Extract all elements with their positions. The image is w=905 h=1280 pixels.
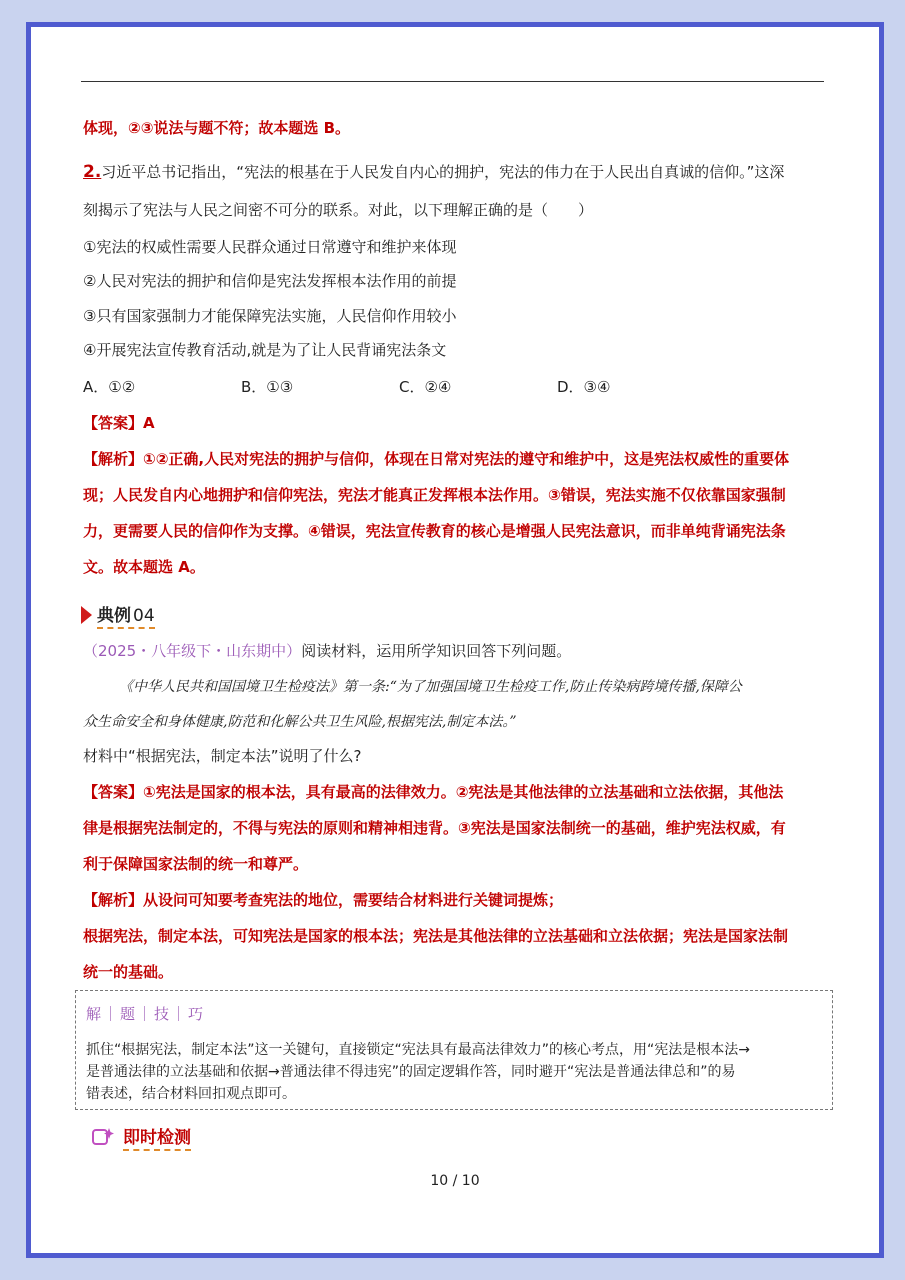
answer-label: 【答案】A (83, 414, 155, 432)
tips-line-1: 抓住“根据宪法，制定本法”这一关键句，直接锁定“宪法具有最高法律效力”的核心考点，用“宪法是根本法→ (86, 1042, 750, 1058)
page-frame (26, 22, 884, 1258)
analysis-line-3: 力，更需要人民的信仰作为支撑。④错误，宪法宣传教育的核心是增强人民宪法意识，而非单纯背诵宪法条 (83, 522, 786, 540)
tips-text (86, 1039, 822, 1105)
option-b: B．①③ (241, 378, 294, 396)
analysis-line-2: 现；人民发自内心地拥护和信仰宪法，宪法才能真正发挥根本法作用。③错误，宪法实施不仅依靠国家强制 (83, 486, 786, 504)
analysis-line-4: 文。故本题选 A。 (83, 558, 205, 576)
example-analysis-line-1: 【解析】从设问可知要考查宪法的地位，需要结合材料进行关键词提炼； (83, 891, 564, 909)
statement-4: ④开展宪法宣传教育活动,就是为了让人民背诵宪法条文 (83, 341, 447, 359)
sparkle-icon (91, 1126, 115, 1148)
option-a: A．①② (83, 378, 136, 396)
options-row (83, 376, 824, 398)
example-answer-line-1: 【答案】①宪法是国家的根本法，具有最高的法律效力。②宪法是其他法律的立法基础和立法依据，其他法 (83, 783, 784, 801)
question-number: 2. (83, 162, 102, 182)
example-label-text: 典例 (97, 606, 131, 626)
example-instruction: 阅读材料，运用所学知识回答下列问题。 (301, 642, 572, 660)
example-analysis-line-2: 根据宪法，制定本法，可知宪法是国家的根本法；宪法是其他法律的立法基础和立法依据；宪法是国家法制 (83, 927, 789, 945)
tips-line-2: 是普通法律的立法基础和依据→普通法律不得违宪”的固定逻辑作答，同时避开“宪法是普通法律总和”的易 (86, 1064, 736, 1080)
instant-check-heading (91, 1123, 191, 1151)
instant-check-label: 即时检测 (123, 1123, 191, 1151)
example-answer-line-2: 律是根据宪法制定的，不得与宪法的原则和精神相违背。③宪法是国家法制统一的基础，维护宪法权威，有 (83, 819, 786, 837)
source-tag: （2025・八年级下・山东期中） (83, 642, 302, 660)
statement-3: ③只有国家强制力才能保障宪法实施，人民信仰作用较小 (83, 307, 457, 325)
statement-2: ②人民对宪法的拥护和信仰是宪法发挥根本法作用的前提 (83, 272, 457, 290)
option-c: C．②④ (399, 378, 452, 396)
prev-answer-tail: 体现，②③说法与题不符；故本题选 B。 (83, 119, 351, 137)
statement-1: ①宪法的权威性需要人民群众通过日常遵守和维护来体现 (83, 238, 457, 256)
header-rule (81, 81, 824, 82)
example-heading (81, 601, 155, 629)
question-stem-text: 习近平总书记指出，“宪法的根基在于人民发自内心的拥护，宪法的伟力在于人民出自真诚的信仰。”这深 (101, 163, 785, 181)
example-analysis-line-3: 统一的基础。 (83, 963, 174, 981)
arrow-icon (81, 606, 92, 624)
tips-line-3: 错表述，结合材料回扣观点即可。 (86, 1086, 296, 1102)
tips-title: 解｜题｜技｜巧 (86, 1005, 206, 1023)
material-quote-line2: 众生命安全和身体健康,防范和化解公共卫生风险,根据宪法,制定本法。” (83, 714, 517, 730)
example-number: 04 (133, 606, 155, 626)
analysis-line-1: 【解析】①②正确,人民对宪法的拥护与信仰，体现在日常对宪法的遵守和维护中，这是宪法权威性的重要体 (83, 450, 790, 468)
material-quote-line1: 《中华人民共和国国境卫生检疫法》第一条:“为了加强国境卫生检疫工作,防止传染病跨境传播,保障公 (119, 679, 742, 695)
example-answer-line-3: 利于保障国家法制的统一和尊严。 (83, 855, 309, 873)
example-label (97, 601, 155, 629)
question-2-stem-line2: 刻揭示了宪法与人民之间密不可分的联系。对此，以下理解正确的是（ ） (83, 201, 594, 219)
question-2-stem-line1 (83, 161, 824, 183)
document-page (31, 27, 879, 1253)
tips-box (75, 990, 833, 1110)
page-number: 10 / 10 (430, 1173, 480, 1189)
example-question: 材料中“根据宪法，制定本法”说明了什么? (83, 747, 362, 765)
option-d: D．③④ (557, 378, 611, 396)
example-intro (83, 640, 824, 662)
